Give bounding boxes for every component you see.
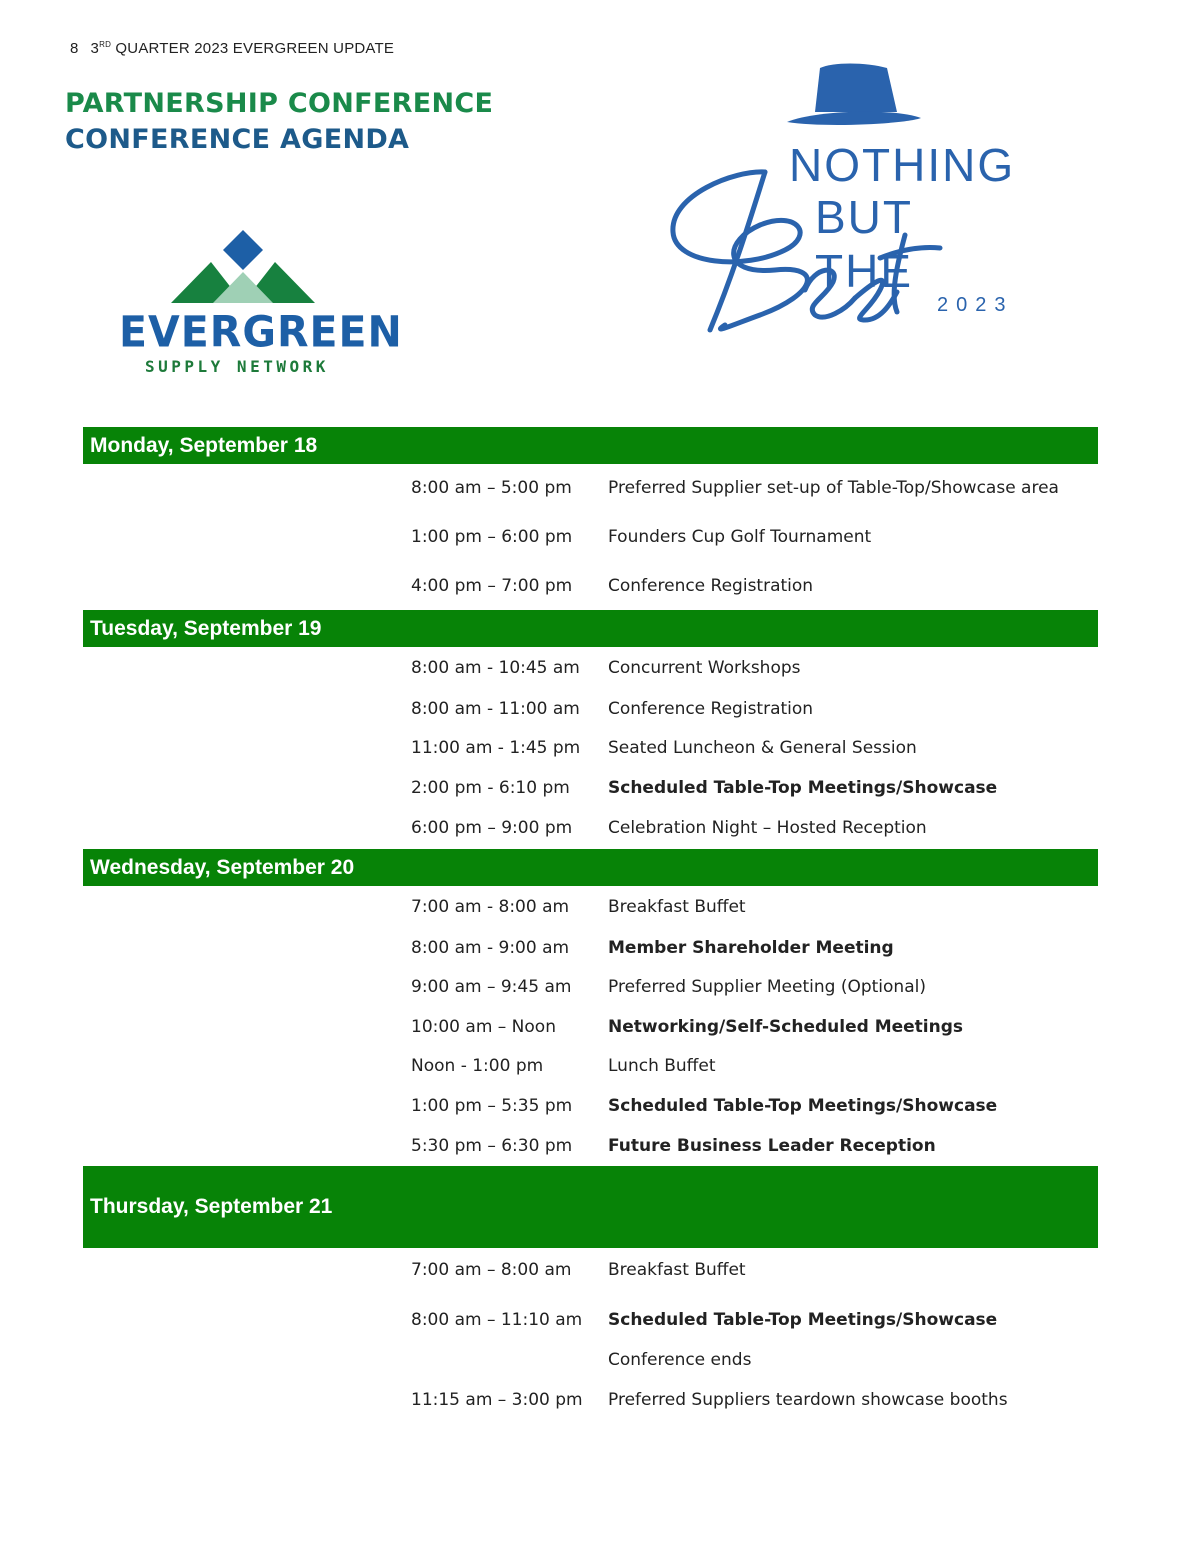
- session-event: Preferred Suppliers teardown showcase booths: [608, 1390, 1008, 1410]
- day-heading: Monday, September 18: [83, 427, 1098, 464]
- day-heading: Wednesday, September 20: [83, 849, 1098, 886]
- session-time: 4:00 pm – 7:00 pm: [411, 576, 573, 596]
- session-event: Lunch Buffet: [608, 1056, 716, 1076]
- session-time: 6:00 pm – 9:00 pm: [411, 818, 573, 838]
- session-event: Future Business Leader Reception: [608, 1136, 936, 1156]
- agenda-row: [83, 1292, 1098, 1348]
- session-time: 11:00 am - 1:45 pm: [411, 738, 581, 758]
- day-heading: Thursday, September 21: [83, 1166, 1098, 1248]
- session-event: Preferred Supplier set-up of Table-Top/Showcase area: [608, 477, 1059, 498]
- session-event: Conference Registration: [608, 576, 814, 596]
- evergreen-logo: [115, 228, 403, 378]
- session-time: 8:00 am – 5:00 pm: [411, 477, 572, 498]
- session-event: Member Shareholder Meeting: [608, 937, 894, 958]
- evergreen-subtitle: SUPPLY NETWORK: [145, 357, 329, 376]
- quarter-suffix: RD: [99, 40, 112, 49]
- agenda-row: [83, 807, 1098, 849]
- session-time: 9:00 am – 9:45 am: [411, 977, 572, 997]
- agenda-row: [83, 1126, 1098, 1166]
- agenda-row: [83, 1007, 1098, 1046]
- evergreen-wordmark: EVERGREEN: [119, 306, 403, 358]
- agenda-row: [83, 1086, 1098, 1126]
- session-event: Founders Cup Golf Tournament: [608, 526, 872, 547]
- session-event: Scheduled Table-Top Meetings/Showcase: [608, 1310, 998, 1330]
- session-time: 10:00 am – Noon: [411, 1016, 556, 1037]
- session-time: 7:00 am - 8:00 am: [411, 897, 570, 917]
- evergreen-mountain-icon: [115, 228, 375, 308]
- session-time: 1:00 pm – 6:00 pm: [411, 526, 573, 547]
- session-time: Noon - 1:00 pm: [411, 1056, 544, 1076]
- agenda-row: [83, 647, 1098, 689]
- session-time: 8:00 am - 9:00 am: [411, 937, 570, 958]
- session-time: 1:00 pm – 5:35 pm: [411, 1096, 573, 1116]
- session-time: 8:00 am - 10:45 am: [411, 658, 580, 678]
- session-event: Conference ends: [608, 1350, 752, 1370]
- session-time: 11:15 am – 3:00 pm: [411, 1390, 583, 1410]
- logo-year: 2023: [937, 294, 1014, 316]
- agenda-row: [83, 1046, 1098, 1086]
- session-event: Preferred Supplier Meeting (Optional): [608, 977, 926, 997]
- session-event: Conference Registration: [608, 698, 814, 719]
- session-time: 7:00 am – 8:00 am: [411, 1260, 572, 1280]
- quarter-ordinal: 3: [90, 40, 100, 57]
- quarter-title: QUARTER 2023 EVERGREEN UPDATE: [111, 40, 395, 57]
- agenda-row: [83, 1248, 1098, 1292]
- agenda-row: [83, 768, 1098, 807]
- logo-line-2: BUT THE: [815, 191, 913, 297]
- session-time: 8:00 am – 11:10 am: [411, 1310, 583, 1330]
- agenda-row: [83, 967, 1098, 1007]
- session-time: 2:00 pm - 6:10 pm: [411, 777, 570, 798]
- session-event: Networking/Self-Scheduled Meetings: [608, 1016, 964, 1037]
- page-title: [65, 86, 493, 158]
- session-event: Celebration Night – Hosted Reception: [608, 818, 927, 838]
- session-time: 8:00 am - 11:00 am: [411, 698, 580, 719]
- agenda-row: [83, 1348, 1098, 1372]
- agenda: [83, 427, 1098, 1428]
- running-head: [70, 40, 394, 57]
- agenda-row: [83, 562, 1098, 610]
- title-line-1: PARTNERSHIP CONFERENCE: [65, 88, 494, 119]
- agenda-row: [83, 928, 1098, 967]
- logo-line-1: NOTHING: [789, 139, 1016, 191]
- session-event: Breakfast Buffet: [608, 897, 746, 917]
- agenda-row: [83, 511, 1098, 562]
- nothing-but-the-best-logo: [665, 60, 1015, 345]
- agenda-row: [83, 728, 1098, 768]
- page-number: 8: [70, 40, 79, 57]
- session-event: Seated Luncheon & General Session: [608, 738, 917, 758]
- session-event: Concurrent Workshops: [608, 658, 801, 678]
- day-heading: Tuesday, September 19: [83, 610, 1098, 647]
- session-event: Breakfast Buffet: [608, 1260, 746, 1280]
- title-line-2: CONFERENCE AGENDA: [65, 124, 410, 155]
- agenda-row: [83, 689, 1098, 728]
- session-time: 5:30 pm – 6:30 pm: [411, 1136, 573, 1156]
- session-event: Scheduled Table-Top Meetings/Showcase: [608, 1096, 998, 1116]
- session-event: Scheduled Table-Top Meetings/Showcase: [608, 777, 998, 798]
- agenda-row: [83, 886, 1098, 928]
- agenda-row: [83, 1372, 1098, 1428]
- agenda-row: [83, 464, 1098, 511]
